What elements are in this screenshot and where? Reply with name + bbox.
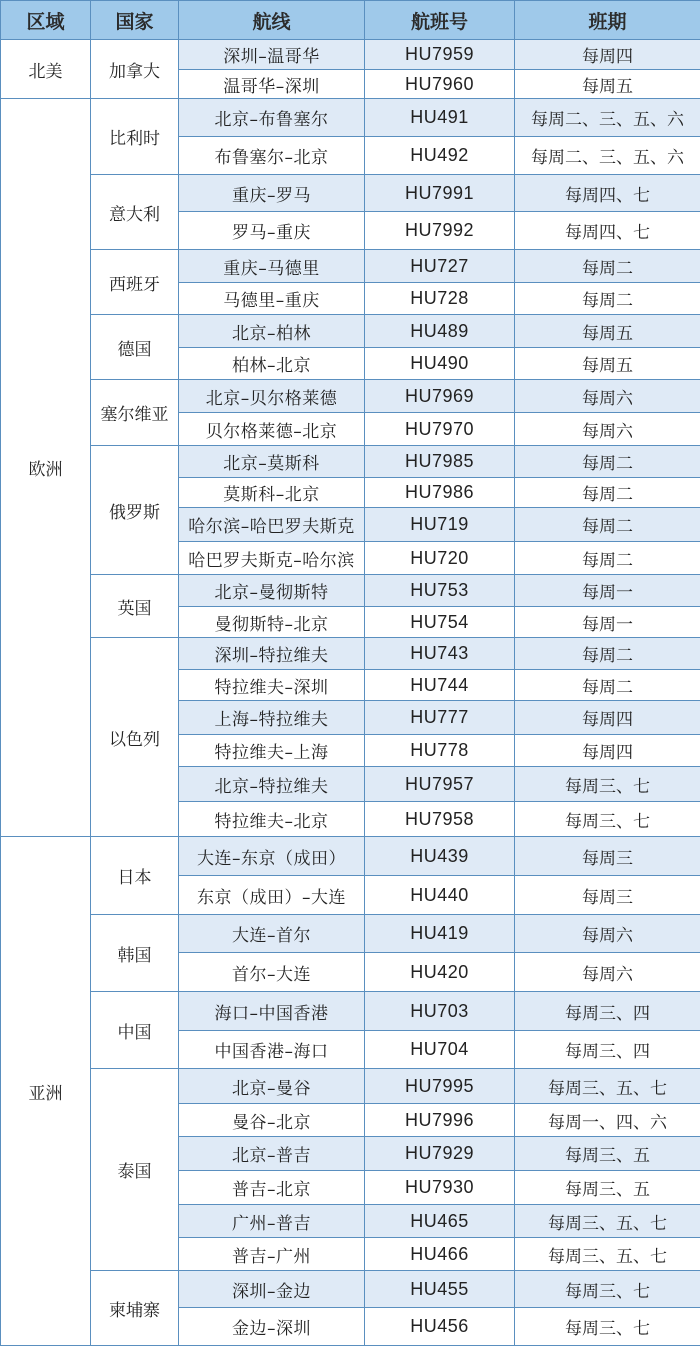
table-row [1, 175, 700, 212]
schedule-cell: 每周三、五 [515, 1171, 700, 1205]
flight-number-cell: HU7995 [365, 1069, 515, 1104]
table-row [1, 40, 700, 70]
flight-number-cell: HU465 [365, 1205, 515, 1238]
schedule-cell: 每周二 [515, 638, 700, 670]
schedule-cell: 每周三、七 [515, 767, 700, 802]
schedule-cell: 每周一、四、六 [515, 1104, 700, 1137]
flight-number-cell: HU703 [365, 992, 515, 1031]
flight-number-cell: HU7986 [365, 478, 515, 508]
flight-number-cell: HU704 [365, 1031, 515, 1069]
schedule-cell: 每周六 [515, 380, 700, 413]
country-cell: 加拿大 [91, 40, 179, 99]
flight-number-cell: HU491 [365, 99, 515, 137]
route-cell: 普吉–广州 [179, 1238, 365, 1271]
route-cell: 深圳–特拉维夫 [179, 638, 365, 670]
schedule-cell: 每周二 [515, 542, 700, 575]
route-cell: 曼彻斯特–北京 [179, 607, 365, 638]
schedule-cell: 每周五 [515, 348, 700, 380]
flight-number-cell: HU743 [365, 638, 515, 670]
schedule-cell: 每周三、四 [515, 1031, 700, 1069]
country-cell: 中国 [91, 992, 179, 1069]
flight-number-cell: HU7929 [365, 1137, 515, 1171]
table-row [1, 638, 700, 670]
route-cell: 北京–普吉 [179, 1137, 365, 1171]
route-cell: 重庆–罗马 [179, 175, 365, 212]
flight-number-cell: HU727 [365, 250, 515, 283]
route-cell: 马德里–重庆 [179, 283, 365, 315]
flight-number-cell: HU7958 [365, 802, 515, 837]
route-cell: 北京–布鲁塞尔 [179, 99, 365, 137]
route-cell: 特拉维夫–深圳 [179, 670, 365, 701]
schedule-cell: 每周一 [515, 575, 700, 607]
schedule-cell: 每周二 [515, 670, 700, 701]
flight-number-cell: HU720 [365, 542, 515, 575]
table-row [1, 99, 700, 137]
country-cell: 比利时 [91, 99, 179, 175]
schedule-cell: 每周三、五、七 [515, 1205, 700, 1238]
table-row [1, 1271, 700, 1308]
schedule-cell: 每周二 [515, 478, 700, 508]
country-cell: 韩国 [91, 915, 179, 992]
flight-number-cell: HU777 [365, 701, 515, 735]
table-header [1, 1, 700, 40]
route-cell: 中国香港–海口 [179, 1031, 365, 1069]
schedule-cell: 每周四 [515, 40, 700, 70]
route-cell: 北京–柏林 [179, 315, 365, 348]
schedule-cell: 每周三、五、七 [515, 1238, 700, 1271]
region-cell: 欧洲 [1, 99, 91, 837]
table-row [1, 1069, 700, 1104]
country-cell: 塞尔维亚 [91, 380, 179, 446]
schedule-cell: 每周六 [515, 413, 700, 446]
schedule-cell: 每周四 [515, 735, 700, 767]
flight-number-cell: HU490 [365, 348, 515, 380]
schedule-cell: 每周四、七 [515, 175, 700, 212]
schedule-cell: 每周一 [515, 607, 700, 638]
flight-number-cell: HU753 [365, 575, 515, 607]
route-cell: 重庆–马德里 [179, 250, 365, 283]
route-cell: 大连–东京（成田） [179, 837, 365, 876]
schedule-cell: 每周二 [515, 283, 700, 315]
country-cell: 英国 [91, 575, 179, 638]
country-cell: 柬埔寨 [91, 1271, 179, 1346]
schedule-cell: 每周二 [515, 250, 700, 283]
schedule-cell: 每周五 [515, 70, 700, 99]
header-schedule: 班期 [515, 1, 700, 40]
schedule-cell: 每周二 [515, 446, 700, 478]
table-body [1, 40, 700, 1346]
flight-number-cell: HU728 [365, 283, 515, 315]
route-cell: 大连–首尔 [179, 915, 365, 953]
country-cell: 以色列 [91, 638, 179, 837]
flight-number-cell: HU778 [365, 735, 515, 767]
flight-number-cell: HU7985 [365, 446, 515, 478]
flight-number-cell: HU455 [365, 1271, 515, 1308]
flight-number-cell: HU456 [365, 1308, 515, 1346]
header-region: 区域 [1, 1, 91, 40]
header-flight-number: 航班号 [365, 1, 515, 40]
table-row [1, 992, 700, 1031]
header-country: 国家 [91, 1, 179, 40]
route-cell: 莫斯科–北京 [179, 478, 365, 508]
country-cell: 俄罗斯 [91, 446, 179, 575]
flight-number-cell: HU7957 [365, 767, 515, 802]
schedule-cell: 每周二 [515, 508, 700, 542]
table-row [1, 915, 700, 953]
route-cell: 北京–贝尔格莱德 [179, 380, 365, 413]
schedule-cell: 每周三、五、七 [515, 1069, 700, 1104]
route-cell: 金边–深圳 [179, 1308, 365, 1346]
route-cell: 贝尔格莱德–北京 [179, 413, 365, 446]
flight-number-cell: HU440 [365, 876, 515, 915]
flight-number-cell: HU439 [365, 837, 515, 876]
region-cell: 亚洲 [1, 837, 91, 1346]
flight-number-cell: HU7969 [365, 380, 515, 413]
table-row [1, 575, 700, 607]
route-cell: 特拉维夫–上海 [179, 735, 365, 767]
country-cell: 德国 [91, 315, 179, 380]
flight-number-cell: HU754 [365, 607, 515, 638]
country-cell: 泰国 [91, 1069, 179, 1271]
route-cell: 曼谷–北京 [179, 1104, 365, 1137]
route-cell: 哈巴罗夫斯克–哈尔滨 [179, 542, 365, 575]
route-cell: 柏林–北京 [179, 348, 365, 380]
route-cell: 哈尔滨–哈巴罗夫斯克 [179, 508, 365, 542]
flight-number-cell: HU7996 [365, 1104, 515, 1137]
header-route: 航线 [179, 1, 365, 40]
route-cell: 布鲁塞尔–北京 [179, 137, 365, 175]
table-row [1, 315, 700, 348]
table-row [1, 250, 700, 283]
route-cell: 特拉维夫–北京 [179, 802, 365, 837]
route-cell: 普吉–北京 [179, 1171, 365, 1205]
schedule-cell: 每周三 [515, 837, 700, 876]
schedule-cell: 每周三、五 [515, 1137, 700, 1171]
flight-number-cell: HU420 [365, 953, 515, 992]
route-cell: 东京（成田）–大连 [179, 876, 365, 915]
route-cell: 深圳–金边 [179, 1271, 365, 1308]
route-cell: 上海–特拉维夫 [179, 701, 365, 735]
table-row [1, 446, 700, 478]
schedule-cell: 每周六 [515, 953, 700, 992]
schedule-cell: 每周三、四 [515, 992, 700, 1031]
flight-number-cell: HU7991 [365, 175, 515, 212]
flight-number-cell: HU7930 [365, 1171, 515, 1205]
route-cell: 罗马–重庆 [179, 212, 365, 250]
route-cell: 温哥华–深圳 [179, 70, 365, 99]
country-cell: 西班牙 [91, 250, 179, 315]
route-cell: 首尔–大连 [179, 953, 365, 992]
schedule-cell: 每周四 [515, 701, 700, 735]
country-cell: 意大利 [91, 175, 179, 250]
schedule-cell: 每周三、七 [515, 802, 700, 837]
flight-number-cell: HU492 [365, 137, 515, 175]
flight-number-cell: HU466 [365, 1238, 515, 1271]
route-cell: 北京–莫斯科 [179, 446, 365, 478]
schedule-cell: 每周五 [515, 315, 700, 348]
route-cell: 北京–曼谷 [179, 1069, 365, 1104]
flight-number-cell: HU7970 [365, 413, 515, 446]
region-cell: 北美 [1, 40, 91, 99]
table-row [1, 837, 700, 876]
schedule-cell: 每周三、七 [515, 1308, 700, 1346]
route-cell: 北京–曼彻斯特 [179, 575, 365, 607]
schedule-cell: 每周三 [515, 876, 700, 915]
flight-number-cell: HU7992 [365, 212, 515, 250]
schedule-cell: 每周三、七 [515, 1271, 700, 1308]
header-row [1, 1, 700, 40]
flight-number-cell: HU489 [365, 315, 515, 348]
schedule-cell: 每周二、三、五、六 [515, 99, 700, 137]
route-cell: 海口–中国香港 [179, 992, 365, 1031]
route-cell: 深圳–温哥华 [179, 40, 365, 70]
flight-number-cell: HU7960 [365, 70, 515, 99]
country-cell: 日本 [91, 837, 179, 915]
route-cell: 北京–特拉维夫 [179, 767, 365, 802]
flight-number-cell: HU744 [365, 670, 515, 701]
flight-number-cell: HU7959 [365, 40, 515, 70]
flight-number-cell: HU419 [365, 915, 515, 953]
schedule-cell: 每周二、三、五、六 [515, 137, 700, 175]
schedule-cell: 每周六 [515, 915, 700, 953]
flight-number-cell: HU719 [365, 508, 515, 542]
route-cell: 广州–普吉 [179, 1205, 365, 1238]
schedule-cell: 每周四、七 [515, 212, 700, 250]
table-row [1, 380, 700, 413]
